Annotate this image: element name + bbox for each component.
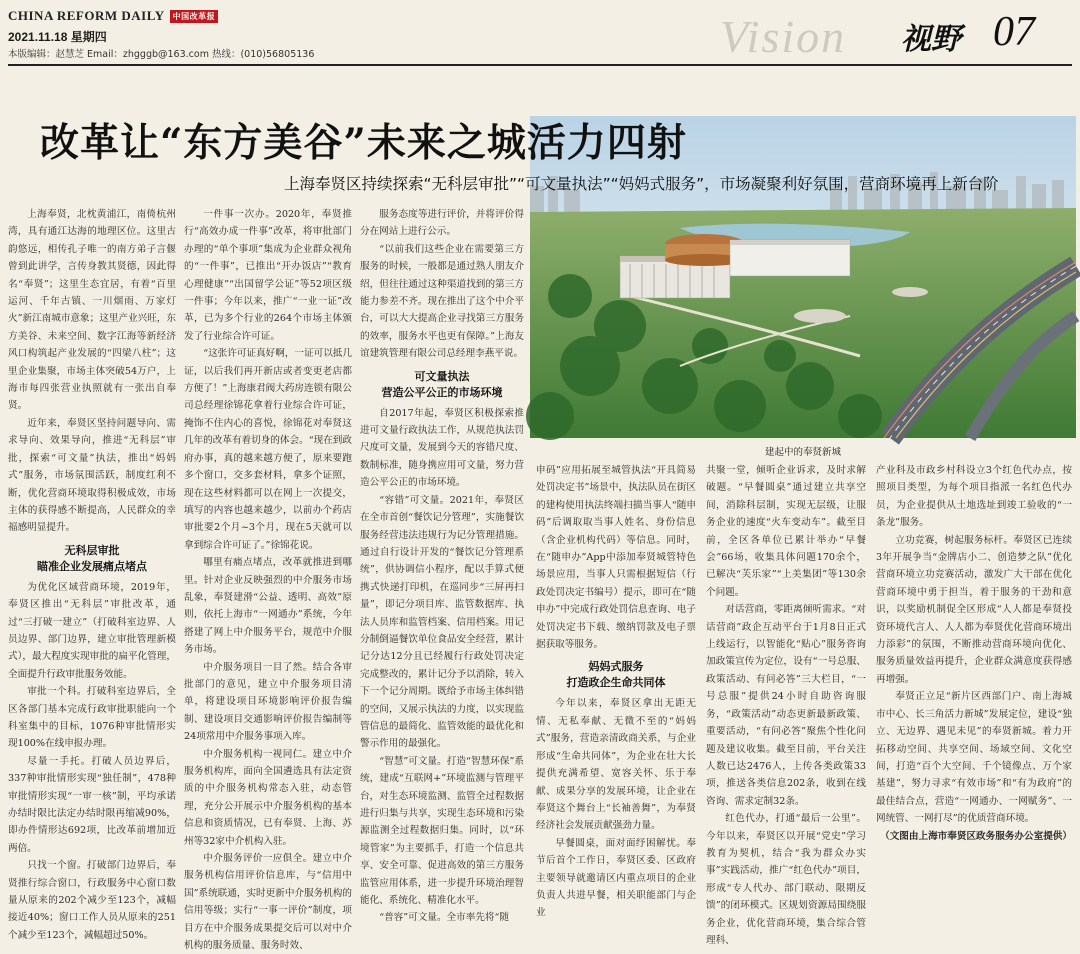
photo-caption: 建起中的奉贤新城 — [764, 447, 841, 458]
article-column-6 — [876, 462, 1072, 858]
paragraph: 一件事一次办。2020年，奉贤推行“高效办成一件事”改革，将审批部门办理的“单个事项”集成为企业群众视角的“一件事”，已推出“开办饭店”“教育心理健康”“出国留学公证”等52项区级一件事；今年以来，推广“一业一证”改革，已为多个行业的264个市场主体颁发了行业综合许可证。 — [184, 209, 352, 342]
paragraph: 立功竞赛，树起服务标杆。奉贤区已连续3年开展争当“金牌店小二、创造梦之队”优化营商环境立功竞赛活动，激发广大干部在优化营商环境中勇于担当，着于服务的干劲和意识，以奖励机制促全区形成“人人都是奉贤投资环境代言人、人人都为奉贤优化营商环境出力添彩”的氛围，不断推动营商环境向优化、服务质量效益再提升，企业群众满意度获得感再增强。 — [876, 534, 1072, 685]
header-divider — [8, 64, 1072, 66]
paragraph: 申码”应用拓展至城管执法“开具简易处罚决定书”场景中，执法队员在街区的建构使用执法终端扫描当事人“随申码”后调取取当事人姓名、身份信息（含企业机构代码）等信息。同时，在“随申办”App中添加奉贤城管特色场景应用，当事人只需根据短信（行政处罚决定书编号）提示，即可在“随申办”中完成行政处罚信息查询、电子处罚决定书下载、缴纳罚款及电子票据获取等服务。 — [536, 465, 696, 651]
paragraph: 近年来，奉贤区坚持问题导向、需求导向、效果导向，推进“无科层”审批，探索“可文量”执法，推出“妈妈式”服务，市场氛围活跃，制度红利不断，优化营商环境取得积极成效，市场主体的获得感不断提高，人民群众的幸福感明显提升。 — [8, 417, 176, 534]
section-heading-line: 无科层审批 — [64, 543, 120, 557]
section-heading-line: 营造公平公正的市场环境 — [381, 385, 503, 399]
paragraph: 对话营商，零距离倾听需求。“对话营商”政企互动平台于1月8日正式上线运行，以智能化“贴心”服务咨询加政策宣传为定位，设有“一号总服、政策活动、有问必答”三大栏目，“一号总服”提供24小时自助咨询服务，“政策活动”动态更新最新政策、重要活动，“有问必答”聚焦个性化问题及建议收集。截至目前，平台关注人数已达2476人，上传各类政策33项，推送各类信息202条，收到在线咨询、需求定制32条。 — [706, 604, 866, 807]
section-heading-service — [536, 659, 696, 691]
paragraph: 奉贤正立足“新片区西部门户、南上海城市中心、长三角活力新城”发展定位，建设“独立、无边界、遇见未见”的奉贤新城。着力开拓移动空间、共享空间、场域空间、文化空间，打造“百个大空间、千个镜像点、万个家基建”，努力寻求“有效市场”和“有为政府”的最佳结合点，营造“一网通办、一网赋务”、一网统管、一网打尽”的优质营商环境。 — [876, 691, 1072, 825]
section-heading-line: 妈妈式服务 — [588, 660, 644, 674]
masthead — [8, 6, 1072, 64]
newspaper-brand — [8, 8, 218, 24]
paragraph: 早餐圆桌，面对面纾困解忧。奉节后首个工作日，奉贤区委、区政府主要领导就邀请区内重点项目的企业负责人共进早餐，相关职能部门与企业 — [536, 837, 696, 919]
subheadline: 上海奉贤区持续探索“无科层审批”“可文量执法”“妈妈式服务”，市场凝聚利好氛围，营商环境再上新台阶 — [284, 175, 999, 193]
issue-date: 2021.11.18 星期四 — [8, 30, 107, 44]
paragraph: 红色代办，打通“最后一公里”。今年以来，奉贤区以开展“党史”学习教育为契机，结合“我为群众办实事”实践活动，推广“红色代办”项目，形成“专人代办、部门联动、限期反馈”的闭环模式。区规划资源局围绕服务企业，优化营商环境，集合综合管理科、 — [706, 813, 866, 946]
paragraph: 自2017年起，奉贤区积极探索推进可文量行政执法工作，从规范执法罚尺度可文量，发展到今天的容错尺度、数制标准，随身携应用可文量，努力营造公平公正的市场环境。 — [360, 407, 524, 489]
paragraph: 上海奉贤，北枕黄浦江，南倚杭州湾，具有通江达海的地理区位。这里古韵悠远，相传孔子唯一的南方弟子言偃曾到此讲学，言传身教其贤德，因此得名“奉贤”；这里生态宜居，有着“百里运河、千年古镇、一川烟雨、万家灯火”新江南城市意象；这里产业兴旺，东方美谷、未来空间、数字江海等新经济风口构筑起产业发展的“四梁八柱”；这里企业集聚，市场主体突破54万户，上海市每四张营业执照就有一张出自奉贤。 — [8, 209, 176, 412]
paragraph: 为优化区域营商环境，2019年，奉贤区推出“无科层”审批改革，通过“三打破一建立”（打破科室边界、人员边界、部门边界，建立审批管理新模式），最大程度实现审批的扁平化管理，全面提升行政审批服务效能。 — [8, 581, 176, 680]
section-heading-line: 瞄准企业发展痛点堵点 — [37, 559, 147, 573]
paragraph: 审批一个科。打破科室边界后，全区各部门基本完成行政审批职能向一个科室集中的目标，1076种审批情形实现100%在线申报办理。 — [8, 686, 176, 750]
article-column-1 — [8, 206, 176, 941]
article-column-2 — [184, 206, 352, 952]
paragraph: 中介服务机构一视同仁。建立中介服务机构库，面向全国遴选具有法定资质的中介服务机构常态入驻，动态管理，充分公开展示中介服务机构的基本信息和资质情况，已有奉贤、上海、苏州等32家中介机构入驻。 — [184, 748, 352, 847]
paragraph: “以前我们这些企业在需要第三方服务的时候，一般都是通过熟人朋友介绍，但往往通过这种渠道找到的第三方能力参差不齐。现在推出了这个中介平台，可以大大提高企业寻找第三方服务的效率，服务水平也更有保障。”上海友谊建筑管理有限公司总经理李燕平说。 — [360, 243, 524, 360]
paragraph: “容错”可文量。2021年，奉贤区在全市首创“餐饮记分管理”，实施餐饮服务经营违法违规行为记分管理措施。通过自行设计开发的“餐饮记分管理系统”，供协调信小程序，配以手算式便携式快递打印机，在巡同步“三屏再扫量”，即记分项目库、监管数据库、执法人员库和监管档案、信用档案。用记分制倒逼餐饮单位食品安全经营，累计记分达12分且已经履行行政处罚决定完成整改的，累计记分予以消除，转入下一个记分周期。既给予市场主体纠错的空间，又展示执法的力度，以实现监管信息的最简化、监管效能的最优化和警示作用的最强化。 — [360, 494, 524, 750]
article-column-4 — [536, 462, 696, 919]
paragraph: 尽量一手托。打破人员边界后，337种审批情形实现“独任制”，478种审批情形实现“一审一核”制，平均承诺办结时限比法定办结时限再缩减90%，即办件情形达692项，比改革前增加近两倍。 — [8, 755, 176, 854]
paragraph: 产业科及市政乡村科设立3个红色代办点，按照项目类型，为每个项目指派一名红色代办员，为企业提供从土地选址到竣工验收的“一条龙”服务。 — [876, 465, 1072, 529]
article-source-credit: （文图由上海市奉贤区政务服务办公室提供） — [880, 830, 1072, 842]
paragraph: 只找一个窗。打破部门边界后，奉贤推行综合窗口，行政服务中心窗口数量从原来的202个减少至123个，减幅接近40%；窗口工作人员从原来的251个减少至123个，减幅超过50%。 — [8, 860, 176, 941]
paragraph: 共聚一堂，倾听企业诉求，及时求解破题。“早餐圆桌”通过建立共享空间，消除科层制，实现无层级，让服务企业的速度“火车变动车”。截至目前，全区各单位已累计举办“早餐会”66场，收集具体问题170余个，已解决“芙乐家”“上美集团”等130余个问题。 — [706, 465, 866, 598]
paragraph: 今年以来，奉贤区拿出无距无情、无私奉献、无微不至的“妈妈式”服务，营造亲清政商关系，与企业形成“生命共同体”，为企业在壮大长提供充满希望、宽容关怀、乐于奉献、成果分享的发展环境，让企业在奉贤这个舞台上“长袖善舞”，为奉贤经济社会发展贡献强劲力量。 — [536, 698, 696, 832]
paragraph: 哪里有痛点堵点，改革就推进到哪里。针对企业反映强烈的中介服务市场乱象，奉贤建滑“公益、透明、高效”原则，依托上海市“一网通办”系统，今年搭建了网上中介服务平台，规范中介服务市场。 — [184, 557, 352, 656]
paragraph: “普容”可文量。全市率先将“随 — [379, 912, 510, 924]
editor-contact-line: 本版编辑：赵慧芝 Email：zhgggb@163.com 热线：(010)56805136 — [8, 49, 315, 60]
section-heading-line: 可文量执法 — [414, 369, 470, 383]
paragraph: 服务态度等进行评价，并将评价得分在网站上进行公示。 — [360, 209, 524, 238]
paragraph: “智慧”可文量。打造“智慧环保”系统，建成“互联网+”环境监测与管理平台，对生态环境监测、监管全过程数据进行归集与共享，实现生态环境和污染源监测全过程数据归集。同时，以“环境管家”为主要抓手，打造一个信息共享、安全可靠、促进高效的第三方服务监管应用体系，进一步提升环境治理智能化、系统化、精准化水平。 — [360, 755, 524, 907]
paragraph: 中介服务项目一目了然。结合各审批部门的意见，建立中介服务项目清单，将建设项目环境影响评价报告编制、建设项目交通影响评价报告编制等24项常用中介服务事项入库。 — [184, 661, 352, 743]
section-heading-approval — [8, 543, 176, 575]
paragraph: 中介服务评价一应俱全。建立中介服务机构信用评价信息库，与“信用中国”系统联通，实时更新中介服务机构的信用等级；实行“一事一评价”制度，项目方在中介服务成果提交后可以对中介机构的服务质量、服务时效、 — [184, 853, 352, 952]
section-name-chinese: 视野 — [901, 22, 961, 57]
brand-name: CHINA REFORM DAILY — [8, 8, 165, 23]
headline: 改革让“东方美谷”未来之城活力四射 — [40, 120, 687, 166]
page-number: 07 — [993, 9, 1035, 55]
paragraph: “这张许可证真好啊，一证可以抵几证，以后我们再开新店或者变更老店都方便了！”上海康君阀大药房连锁有限公司总经理徐锦花拿着行业综合许可证，掩饰不住内心的喜悦，徐锦花对奉贤这几年的改革有着切身的体会。“现在到政府办事，真的越来越方便了，原来要跑多个窗口，交多套材料，拿多个证照，现在这些材料都可以在网上一次提交，填写的内容也越来越少，以前办个药店审批要2个月~3个月，现在5天就可以拿到综合许可证了。”徐锦花说。 — [184, 348, 352, 551]
article-column-5 — [706, 462, 866, 946]
section-heading-line: 打造政企生命共同体 — [566, 676, 666, 690]
brand-badge: 中国改革报 — [170, 10, 219, 23]
article-column-3 — [360, 206, 524, 924]
section-name-english: Vision — [720, 11, 847, 62]
section-heading-enforcement — [360, 369, 524, 401]
